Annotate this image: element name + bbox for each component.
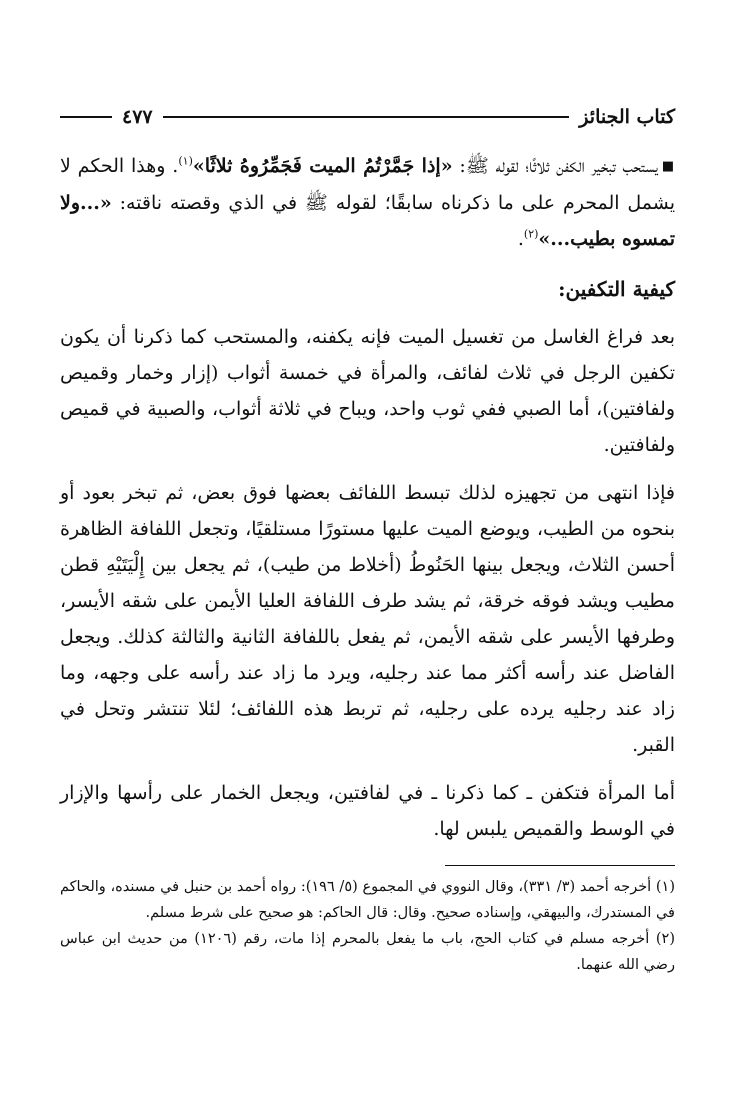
footnote-ref-2: (٢) xyxy=(523,227,539,241)
page-number: ٤٧٧ xyxy=(122,106,153,128)
running-header xyxy=(60,100,675,134)
paragraph-2: فإذا انتهى من تجهيزه لذلك تبسط اللفائف بعضها فوق بعض، ثم تبخر بعود أو بنحوه من الطيب، ويوضع الميت عليها مستورًا مستلقيًا، وتجعل اللفافة الظاهرة أحسن الثلاث، ويجعل بينها الحَنُوطُ (أخلاط من طيب)، ثم يجعل بين إِلْيَتَيْهِ قطن مطيب ويشد فوقه خرقة، ثم يشد طرف اللفافة العليا الأيمن على شقه الأيسر، وطرفها الأيسر على شقه الأيمن، ثم يفعل باللفافة الثانية والثالثة كذلك. ويجعل الفاضل عند رأسه أكثر مما عند رجليه، ويرد ما زاد عند رأسه على وجهه، وما زاد عند رجليه يرده على رجليه، ثم تربط هذه اللفائف؛ لئلا تنتشر وتحل في القبر. xyxy=(60,482,675,756)
bullet-square-icon: ■ xyxy=(661,159,675,174)
intro-middle: . وهذا الحكم لا يشمل المحرم على ما ذكرناه سابقًا؛ لقوله ﷺ في الذي وقصته ناقته: xyxy=(60,155,675,214)
paragraph-3: أما المرأة فتكفن ـ كما ذكرنا ـ في لفافتين، ويجعل الخمار على رأسها والإزار في الوسط والقميص يلبس لها. xyxy=(60,782,675,840)
book-page xyxy=(60,100,675,978)
intro-paragraph xyxy=(60,148,675,257)
footnote-1: (١) أخرجه أحمد (٣/ ٣٣١)، وقال النووي في المجموع (٥/ ١٩٦): رواه أحمد بن حنبل في مسنده، والحاكم في المستدرك، والبيهقي، وإسناده صحيح. وقال: قال الحاكم: هو صحيح على شرط مسلم. xyxy=(60,879,676,921)
hadith-quote-2: «...ولا تمسوه بطيب...» xyxy=(60,192,675,250)
intro-line-start: يستحب تبخير الكفن ثلاثًا؛ لقوله ﷺ: xyxy=(452,155,658,177)
chapter-title: كتاب الجنائز xyxy=(579,106,675,128)
footnote-divider xyxy=(445,865,675,866)
section-heading: كيفية التكفين: xyxy=(558,277,675,301)
footnote-ref-1: (١) xyxy=(178,154,193,168)
header-rule-long xyxy=(163,116,570,118)
intro-end: . xyxy=(517,228,524,250)
hadith-quote-1: «إذا جَمَّرْتُمُ الميت فَجَمِّرُوهُ ثلاثًا» xyxy=(192,155,453,177)
paragraph-1: بعد فراغ الغاسل من تغسيل الميت فإنه يكفنه، والمستحب كما ذكرنا أن يكون تكفين الرجل في ثلاث لفائف، والمرأة في خمسة أثواب (إزار وخمار وقميص ولفافتين)، أما الصبي ففي ثوب واحد، ويباح في ثلاثة أثواب، والصبية في قميص ولفافتين. xyxy=(60,326,675,456)
footnote-2: (٢) أخرجه مسلم في كتاب الحج، باب ما يفعل بالمحرم إذا مات، رقم (١٢٠٦) من حديث ابن عباس رضي الله عنهما. xyxy=(60,931,675,973)
header-rule-short xyxy=(60,116,112,118)
